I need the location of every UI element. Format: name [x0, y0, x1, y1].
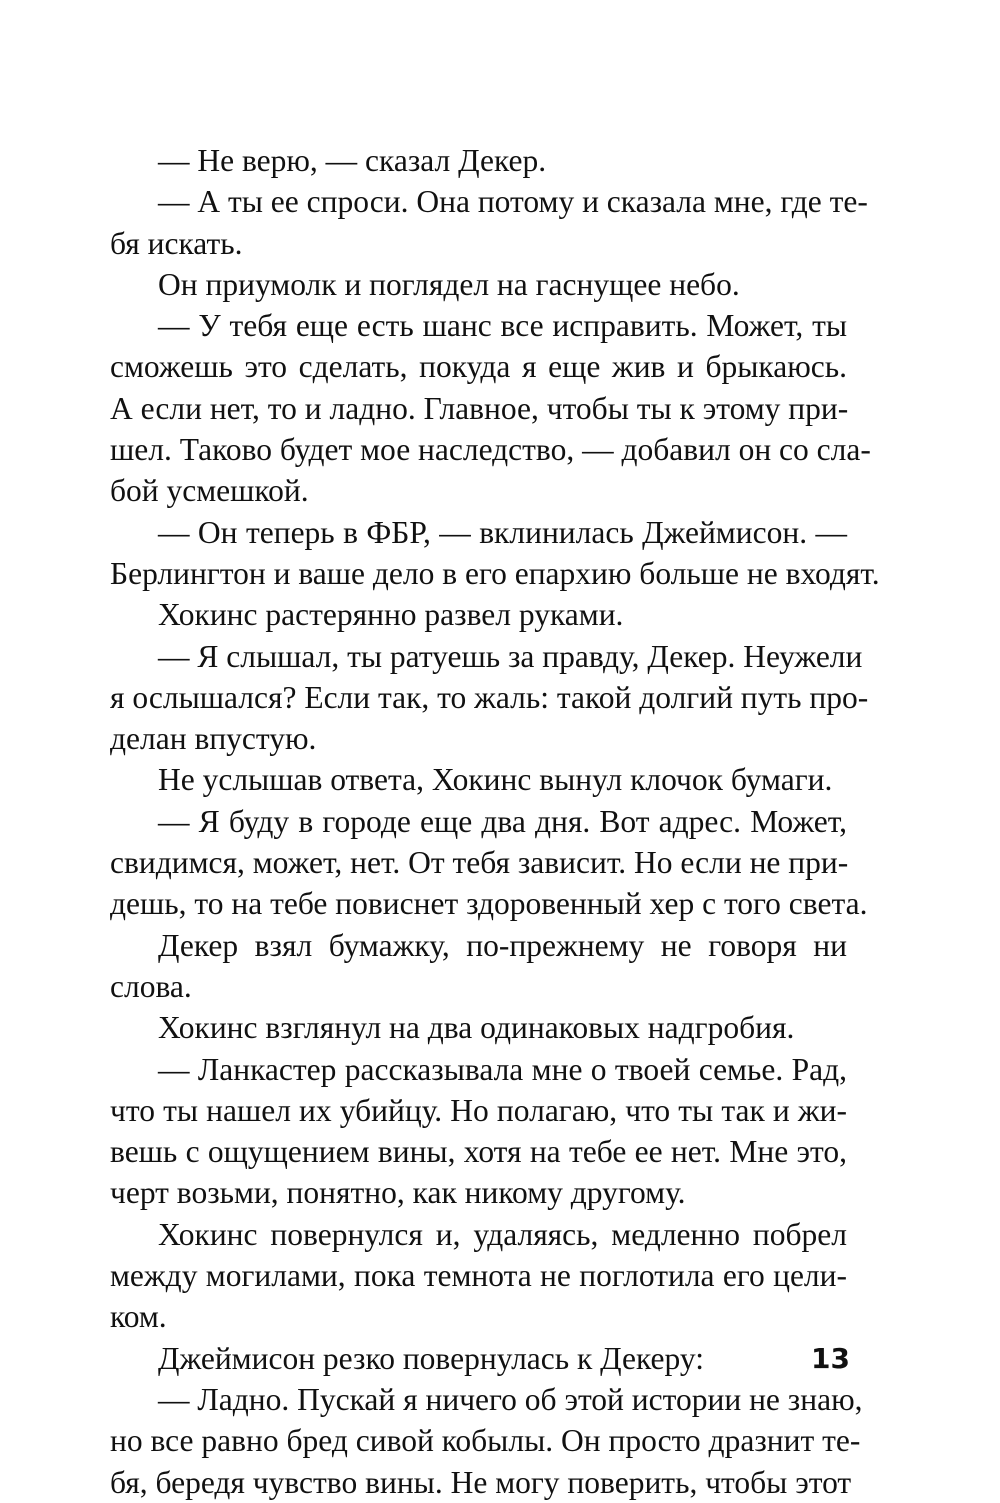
text-line: — Я буду в городе еще два дня. Вот адрес. Может,: [158, 803, 847, 839]
text-line: Он приумолк и поглядел на гаснущее небо.: [158, 266, 740, 302]
text-line: делан впустую.: [110, 721, 317, 757]
text-line: — Ладно. Пускай я ничего об этой истории не знаю,: [158, 1381, 863, 1417]
text-line: свидимся, может, нет. От тебя зависит. Но если не при-: [110, 845, 849, 881]
text-line: Хокинс повернулся и, удаляясь, медленно побрел: [158, 1216, 847, 1252]
text-line: ком.: [110, 1299, 167, 1335]
body-text: [110, 140, 880, 1503]
text-line: Берлингтон и ваше дело в его епархию больше не входят.: [110, 555, 880, 591]
text-line: Хокинс растерянно развел руками.: [158, 597, 624, 633]
text-line: дешь, то на тебе повиснет здоровенный хер с того света.: [110, 886, 868, 922]
text-line: Декер взял бумажку, по-прежнему не говоря ни: [158, 927, 847, 963]
text-line: сможешь это сделать, покуда я еще жив и брыкаюсь.: [110, 349, 847, 385]
text-line: — А ты ее спроси. Она потому и сказала мне, где те-: [158, 184, 868, 220]
text-line: Хокинс взглянул на два одинаковых надгробия.: [158, 1010, 795, 1046]
page-number: 13: [811, 1342, 850, 1375]
text-line: — Он теперь в ФБР, — вклинилась Джеймисон. —: [158, 514, 847, 550]
text-line: но все равно бред сивой кобылы. Он просто дразнит те-: [110, 1423, 861, 1459]
text-line: бой усмешкой.: [110, 473, 309, 509]
text-line: — Ланкастер рассказывала мне о твоей семье. Рад,: [158, 1051, 847, 1087]
text-line: черт возьми, понятно, как никому другому.: [110, 1175, 686, 1211]
text-line: А если нет, то и ладно. Главное, чтобы ты к этому при-: [110, 390, 849, 426]
text-line: бя искать.: [110, 225, 243, 261]
text-line: я ослышался? Если так, то жаль: такой долгий путь про-: [110, 679, 869, 715]
text-line: слова.: [110, 968, 192, 1004]
text-line: — У тебя еще есть шанс все исправить. Может, ты: [158, 308, 847, 344]
text-line: между могилами, пока темнота не поглотила его цели-: [110, 1258, 847, 1294]
text-line: Джеймисон резко повернулась к Декеру:: [158, 1340, 704, 1376]
text-line: вешь с ощущением вины, хотя на тебе ее нет. Мне это,: [110, 1134, 847, 1170]
text-line: бя, бередя чувство вины. Не могу поверить, чтобы этот: [110, 1464, 852, 1500]
text-line: что ты нашел их убийцу. Но полагаю, что ты так и жи-: [110, 1092, 847, 1128]
text-line: шел. Таково будет мое наследство, — добавил он со сла-: [110, 432, 871, 468]
text-line: — Не верю, — сказал Декер.: [158, 143, 547, 178]
text-line: — Я слышал, ты ратуешь за правду, Декер. Неужели: [158, 638, 863, 674]
text-line: Не услышав ответа, Хокинс вынул клочок бумаги.: [158, 762, 833, 798]
